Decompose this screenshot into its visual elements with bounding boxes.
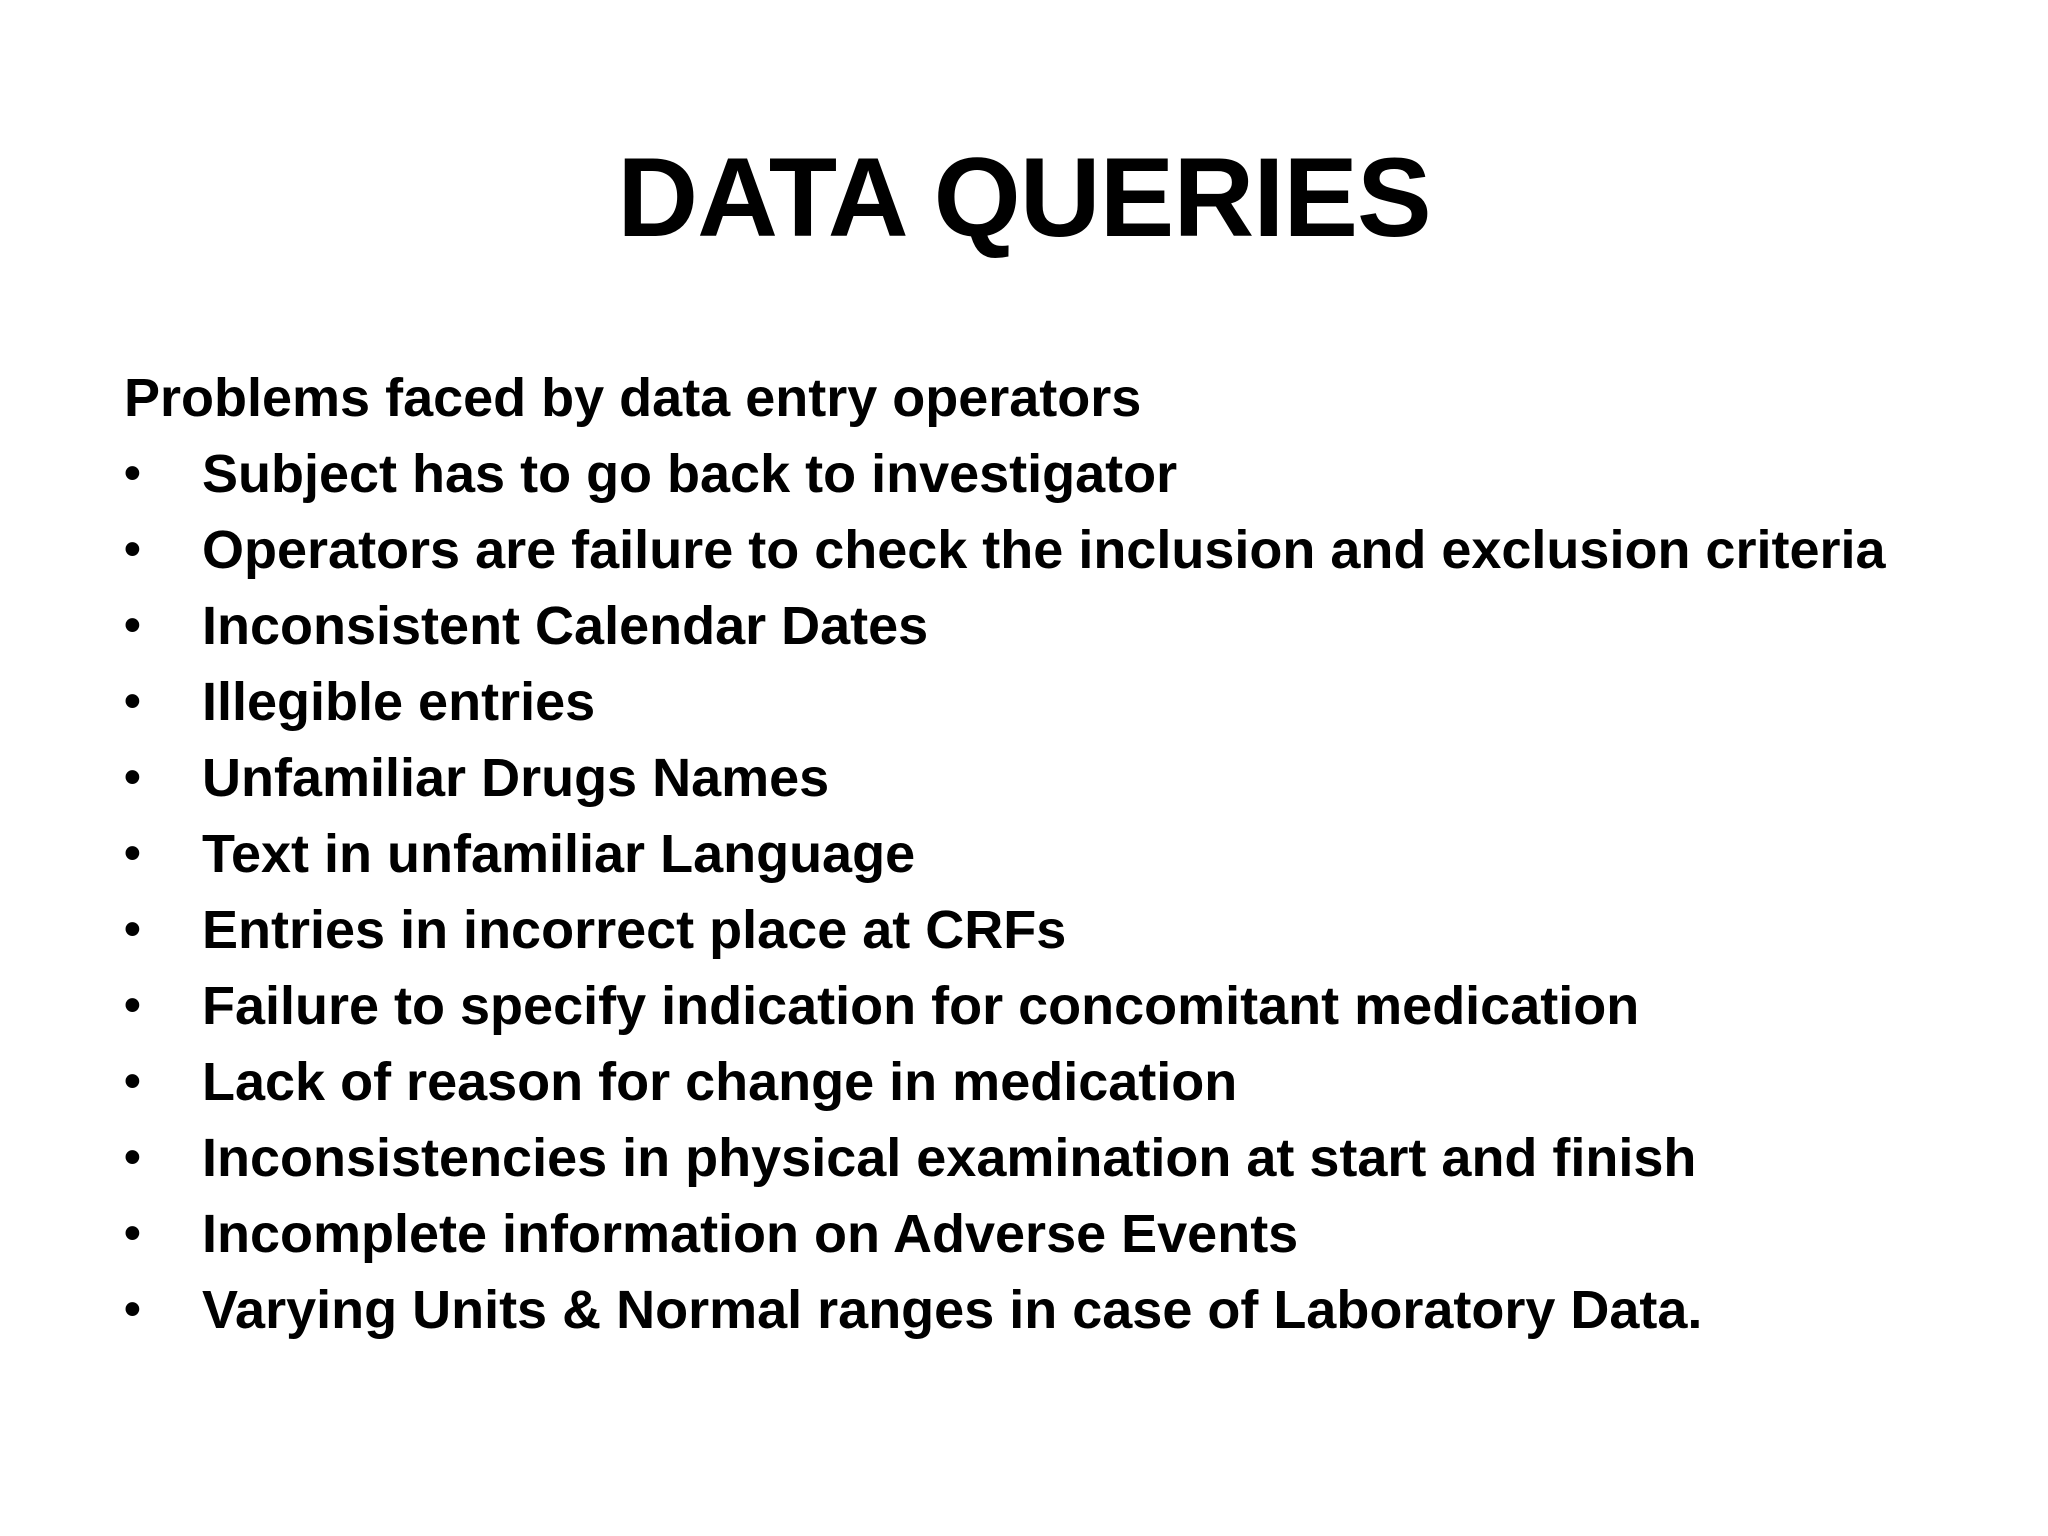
bullet-text: Inconsistencies in physical examination at start and finish	[202, 1128, 1697, 1188]
bullet-icon: •	[124, 1055, 141, 1108]
list-item	[124, 816, 2004, 892]
slide-title: DATA QUERIES	[617, 135, 1431, 260]
bullet-icon: •	[124, 903, 141, 956]
bullet-text: Incomplete information on Adverse Events	[202, 1204, 1299, 1264]
list-item	[124, 1120, 2004, 1196]
slide-body	[124, 360, 2004, 1348]
bullet-text: Text in unfamiliar Language	[202, 824, 916, 884]
list-item	[124, 436, 2004, 512]
bullet-icon: •	[124, 1207, 141, 1260]
bullet-icon: •	[124, 1131, 141, 1184]
bullet-text: Subject has to go back to investigator	[202, 444, 1178, 504]
bullet-icon: •	[124, 523, 141, 576]
bullet-list	[124, 436, 2004, 1348]
bullet-icon: •	[124, 979, 141, 1032]
bullet-text: Failure to specify indication for concomitant medication	[202, 976, 1640, 1036]
list-item	[124, 1272, 2004, 1348]
bullet-icon: •	[124, 447, 141, 500]
bullet-icon: •	[124, 1283, 141, 1336]
list-item	[124, 892, 2004, 968]
list-item	[124, 1044, 2004, 1120]
bullet-icon: •	[124, 599, 141, 652]
bullet-text: Entries in incorrect place at CRFs	[202, 900, 1067, 960]
list-item	[124, 664, 2004, 740]
list-item	[124, 512, 2004, 588]
bullet-icon: •	[124, 751, 141, 804]
bullet-icon: •	[124, 675, 141, 728]
bullet-text: Operators are failure to check the inclusion and exclusion criteria	[202, 520, 1886, 580]
bullet-text: Illegible entries	[202, 672, 596, 732]
bullet-text: Varying Units & Normal ranges in case of Laboratory Data.	[202, 1280, 1703, 1340]
list-item	[124, 588, 2004, 664]
list-item	[124, 740, 2004, 816]
list-item	[124, 1196, 2004, 1272]
bullet-text: Unfamiliar Drugs Names	[202, 748, 830, 808]
list-item	[124, 968, 2004, 1044]
bullet-text: Lack of reason for change in medication	[202, 1052, 1238, 1112]
bullet-text: Inconsistent Calendar Dates	[202, 596, 929, 656]
intro-text: Problems faced by data entry operators	[124, 368, 1142, 428]
bullet-icon: •	[124, 827, 141, 880]
